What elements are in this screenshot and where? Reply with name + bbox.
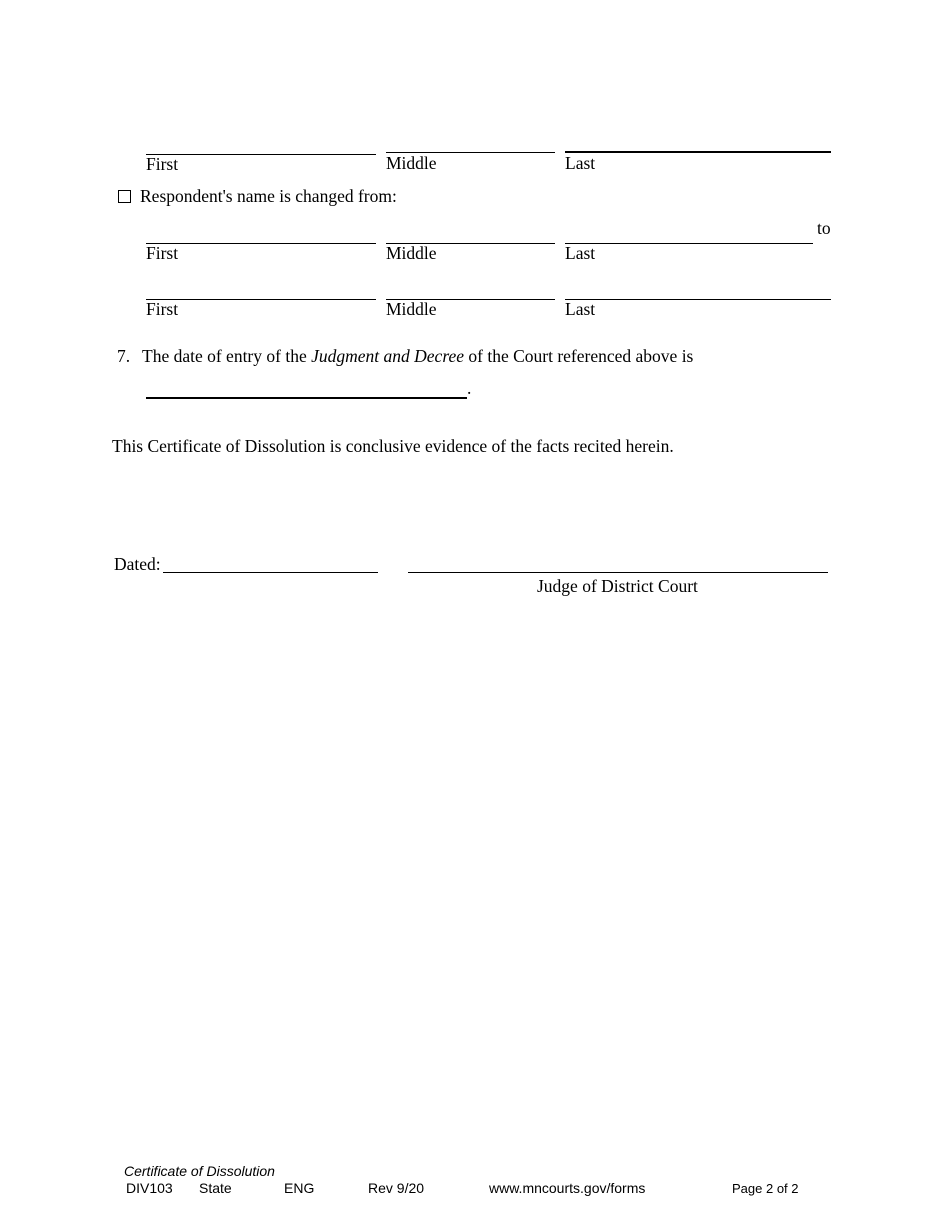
respondent-name-change-checkbox[interactable] (118, 190, 131, 203)
item-7-emphasis: Judgment and Decree (311, 346, 465, 366)
item-7-statement (142, 346, 693, 366)
judge-signature-line[interactable] (408, 572, 828, 573)
last-name-line-2[interactable] (565, 243, 813, 244)
item-7-text-after: of the Court referenced above is (468, 346, 694, 366)
dated-line[interactable] (163, 572, 378, 573)
footer-form-code: DIV103 (126, 1180, 173, 1196)
middle-label-1: Middle (386, 153, 437, 173)
middle-label-3: Middle (386, 299, 437, 319)
last-label-1: Last (565, 153, 596, 173)
footer-form-title: Certificate of Dissolution (124, 1163, 275, 1179)
last-name-line-1[interactable] (565, 151, 831, 153)
decree-date-period: . (467, 378, 472, 398)
respondent-name-change-label: Respondent's name is changed from: (140, 186, 397, 206)
conclusive-evidence-statement: This Certificate of Dissolution is conclusive evidence of the facts recited herein. (112, 436, 674, 456)
first-label-2: First (146, 243, 179, 263)
footer-page-number: Page 2 of 2 (732, 1181, 799, 1196)
first-label-1: First (146, 154, 179, 174)
last-label-2: Last (565, 243, 596, 263)
item-7-text-before: The date of entry of the (142, 346, 307, 366)
footer-revision: Rev 9/20 (368, 1180, 425, 1196)
first-name-line-1[interactable] (146, 154, 376, 155)
middle-label-2: Middle (386, 243, 437, 263)
dated-label: Dated: (114, 554, 161, 574)
footer-jurisdiction: State (199, 1180, 232, 1196)
judge-label: Judge of District Court (537, 576, 698, 596)
item-7-number: 7. (117, 346, 131, 366)
decree-date-line[interactable] (146, 397, 467, 399)
first-name-line-3[interactable] (146, 299, 376, 300)
footer-language: ENG (284, 1180, 315, 1196)
footer-website[interactable]: www.mncourts.gov/forms (489, 1180, 646, 1196)
to-label: to (817, 218, 831, 238)
first-name-line-2[interactable] (146, 243, 376, 244)
last-label-3: Last (565, 299, 596, 319)
last-name-line-3[interactable] (565, 299, 831, 300)
first-label-3: First (146, 299, 179, 319)
